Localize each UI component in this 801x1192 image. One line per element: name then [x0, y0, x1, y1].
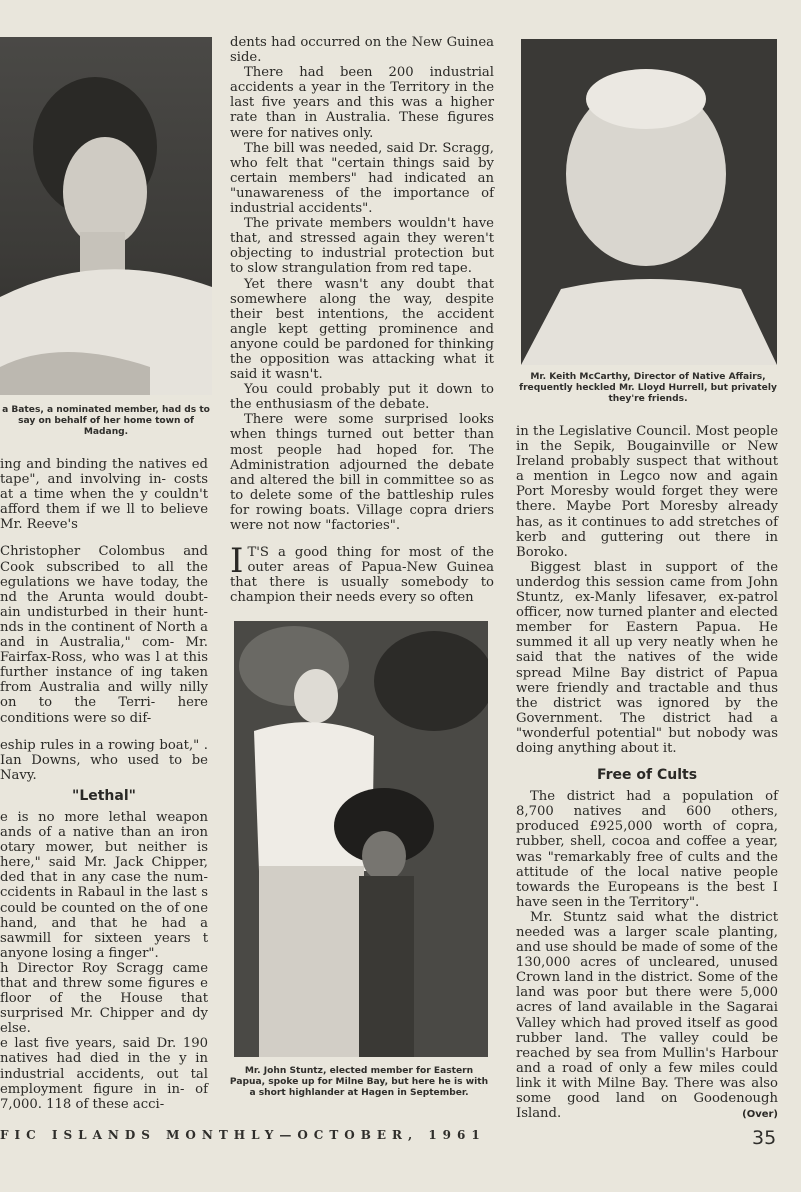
stuntz-highlander-image [234, 621, 488, 1057]
paragraph: There had been 200 industrial accidents a year in the Territory in the last five years and this was a higher rate than in Australia. These figures were for natives only. [230, 65, 494, 141]
paragraph: The bill was needed, said Dr. Scragg, who felt that "certain things said by certain members" had indicated an "unawareness of the importance of industrial accidents". [230, 140, 494, 217]
paragraph-text: T'S a good thing for most of the outer areas of Papua-New Guinea that there is usually somebody to champion their needs every so often [230, 545, 494, 606]
paragraph: Christopher Colombus and Cook subscribed to all the egulations we have today, the nd the Arunta would doubt- ain undisturbed in their hunt- nds in the continent of North a and in Australia," com- Mr. Fairfax-Ross, who was l at this further instance of ing taken from Australia and willy nilly on to the Terri- here conditions were so dif- [0, 544, 208, 726]
drop-cap: I [230, 541, 244, 582]
subheading-free-of-cults: Free of Cults [596, 767, 698, 784]
paragraph: eship rules in a rowing boat," . Ian Downs, who used to be Navy. [0, 737, 208, 783]
paragraph: e last five years, said Dr. 190 natives had died in the y in industrial accidents, out tal employment figure in in- of 7,000. 118 of these acci- [0, 1036, 208, 1112]
paragraph: The private members wouldn't have that, and stressed again they weren't objecting to industrial protection but to slow strangulation from red tape. [230, 216, 494, 277]
paragraph: There were some surprised looks when things turned out better than most people had hoped for. The Administration adjourned the debate and altered the bill in committee so as to delete some of the battleship rules for rowing boats. Village copra driers were not now "factories". [230, 412, 494, 533]
paragraph: Biggest blast in support of the underdog this session came from John Stuntz, ex-Manly lifesaver, ex-patrol officer, now turned planter and elected member for Eastern Papua. He summed it all up very neatly when he said that the natives of the wide spread Milne Bay district of Papua were friendly and tractable and thus the district was ignored by the Government. The district had a "wonderful potential" but nobody was doing anything about it. [516, 559, 778, 756]
photo-stuntz-caption: Mr. John Stuntz, elected member for Eastern Papua, spoke up for Milne Bay, but here he is with a short highlander at Hagen in September. [229, 1066, 489, 1098]
paragraph: You could probably put it down to the enthusiasm of the debate. [230, 382, 494, 413]
paragraph: ing and binding the natives ed tape", and involving in- costs at a time when the y couldn't afford them if we ll to believe Mr. Reeve's [0, 457, 208, 533]
column-left [0, 457, 208, 1112]
page-number: 35 [752, 1127, 777, 1149]
paragraph: Mr. Stuntz said what the district needed was a larger scale planting, and use should be made of some of the 130,000 acres of uncleared, unused Crown land in the district. Some of the land was poor but there were 5,000 acres of land available in the Sagarai Valley which had proved itself as good rubber land. The valley could be reached by sea from Mullin's Harbour and a road of only a few miles could link it with Milne Bay. There was also some good land on Goodenough Island. [516, 909, 778, 1122]
photo-mccarthy-caption: Mr. Keith McCarthy, Director of Native Affairs, frequently heckled Mr. Lloyd Hurrell, but privately they're friends. [519, 372, 777, 404]
paragraph: e is no more lethal weapon ands of a native than an iron otary mower, but neither is here," said Mr. Jack Chipper, ded that in any case the num- ccidents in Rabaul in the last s could be counted on the of one hand, and that he had a sawmill for sixteen years t anyone losing a finger". [0, 809, 208, 961]
column-right [516, 424, 778, 1122]
photo-mccarthy [521, 39, 777, 365]
photo-bates-caption: a Bates, a nominated member, had ds to say on behalf of her home town of Madang. [2, 405, 210, 437]
paragraph: The district had a population of 8,700 natives and 600 others, produced £925,000 worth of copra, rubber, shell, cocoa and coffee a year, was "remarkably free of cults and the attitude of the local native people towards the Europeans is the best I have seen in the Territory". [516, 789, 778, 910]
paragraph: in the Legislative Council. Most people in the Sepik, Bougainville or New Ireland probably suspect that without a mention in Legco now and again Port Moresby would forget they were there. Maybe Port Moresby already has, as it continues to add stretches of kerb and guttering out there in Boroko. [516, 424, 778, 560]
paragraph: dents had occurred on the New Guinea side. [230, 35, 494, 66]
column-middle [230, 35, 494, 605]
photo-bates [0, 37, 212, 395]
footer-masthead: FIC ISLANDS MONTHLY—OCTOBER, 1961 [0, 1128, 486, 1142]
subheading-lethal: "Lethal" [72, 787, 136, 804]
paragraph-dropcap [230, 541, 494, 606]
photo-stuntz [234, 621, 488, 1057]
paragraph: h Director Roy Scragg came that and threw some figures e floor of the House that surprised Mr. Chipper and dy else. [0, 960, 208, 1037]
portrait-woman-image [0, 37, 212, 395]
portrait-man-image [521, 39, 777, 365]
paragraph: Yet there wasn't any doubt that somewhere along the way, despite their best intentions, the accident angle kept getting prominence and anyone could be pardoned for thinking the opposition was attacking what it said it wasn't. [230, 276, 494, 383]
over-label: (Over) [742, 1109, 778, 1121]
